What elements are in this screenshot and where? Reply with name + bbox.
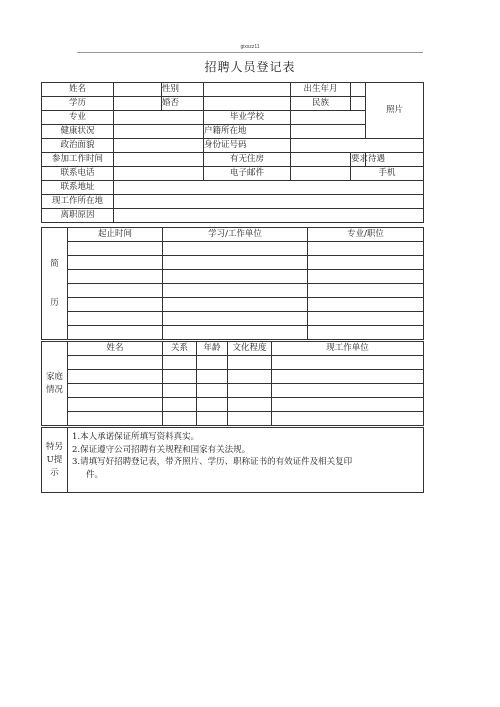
- label-education: 学历: [42, 97, 114, 111]
- field-phone[interactable]: [114, 167, 204, 181]
- field-school[interactable]: [291, 111, 366, 125]
- form-title: 招聘人员登记表: [204, 60, 296, 74]
- family-row: [42, 398, 424, 412]
- label-health: 健康状况: [42, 125, 114, 139]
- label-major: 专业: [42, 111, 114, 125]
- resume-label-top: 简: [50, 258, 59, 269]
- resume-label-bottom: 历: [50, 297, 59, 308]
- notes-table: [41, 427, 424, 493]
- field-id-number[interactable]: [291, 139, 424, 153]
- resume-row: [42, 298, 424, 312]
- label-school: 毕业学校: [204, 111, 291, 125]
- resume-col-unit: 学习/工作单位: [163, 228, 308, 242]
- field-ethnicity[interactable]: [351, 97, 366, 111]
- label-hukou: 户籍所在地: [204, 125, 291, 139]
- note-item: 件。: [86, 469, 104, 480]
- field-health[interactable]: [114, 125, 204, 139]
- field-work-location[interactable]: [114, 195, 424, 209]
- resume-col-period: 起止时间: [68, 228, 163, 242]
- label-work-start: 参加工作时间: [42, 153, 114, 167]
- family-col-age: 年龄: [197, 342, 228, 356]
- label-gender: 性别: [162, 83, 204, 97]
- field-hukou[interactable]: [291, 125, 366, 139]
- field-education[interactable]: [114, 97, 162, 111]
- resume-row: [42, 270, 424, 284]
- notes-content: [68, 428, 424, 493]
- family-col-name: 姓名: [68, 342, 163, 356]
- field-birth[interactable]: [351, 83, 366, 97]
- note-item: 3.请填写好招聘登记表，带齐照片、学历、职称证书的有效证件及相关复印: [72, 457, 353, 467]
- resume-row: [42, 256, 424, 270]
- field-marital[interactable]: [204, 97, 291, 111]
- label-name: 姓名: [42, 83, 114, 97]
- label-marital: 婚否: [162, 97, 204, 111]
- family-row: [42, 412, 424, 426]
- note-item: 2.保证遵守公司招聘有关规程和国家有关法规。: [72, 444, 251, 455]
- label-political: 政治面貌: [42, 139, 114, 153]
- resume-row: [42, 242, 424, 256]
- resume-row: [42, 326, 424, 340]
- resume-col-position: 专业/职位: [308, 228, 424, 242]
- family-section-label: 家庭情况: [42, 342, 68, 426]
- label-email: 电子邮件: [204, 167, 291, 181]
- field-work-start[interactable]: [114, 153, 204, 167]
- family-row: [42, 356, 424, 370]
- field-leave-reason[interactable]: [114, 209, 424, 223]
- family-table: [41, 341, 424, 426]
- notes-section-label: 特另U提示: [42, 428, 68, 493]
- label-address: 联系地址: [42, 181, 114, 195]
- label-birth: 出生年月: [291, 83, 351, 97]
- field-email[interactable]: [291, 167, 351, 181]
- label-ethnicity: 民族: [291, 97, 351, 111]
- label-leave-reason: 离职原因: [42, 209, 114, 223]
- note-item: 1.本人承诺保证所填写资料真实。: [72, 432, 200, 442]
- label-mobile: 手机: [351, 167, 424, 181]
- family-col-education: 文化程度: [228, 342, 272, 356]
- field-address[interactable]: [114, 181, 424, 195]
- family-col-workplace: 现工作单位: [272, 342, 424, 356]
- photo-box[interactable]: 照片: [366, 83, 424, 139]
- document-code: gixszz11: [240, 44, 260, 50]
- field-name[interactable]: [114, 83, 162, 97]
- field-gender[interactable]: [204, 83, 291, 97]
- field-major[interactable]: [114, 111, 204, 125]
- label-housing: 有无住房: [204, 153, 291, 167]
- family-col-relation: 关系: [163, 342, 197, 356]
- resume-row: [42, 312, 424, 326]
- resume-row: [42, 284, 424, 298]
- label-work-location: 现工作所在地: [42, 195, 114, 209]
- label-id-number: 身份证号码: [204, 139, 291, 153]
- label-phone: 联系电话: [42, 167, 114, 181]
- field-political[interactable]: [114, 139, 204, 153]
- family-row: [42, 370, 424, 384]
- header-rule: [77, 52, 423, 53]
- label-salary-req: 要求待遇: [351, 153, 366, 167]
- personal-info-table: [41, 82, 424, 223]
- field-housing[interactable]: [291, 153, 351, 167]
- family-row: [42, 384, 424, 398]
- resume-table: [41, 227, 424, 340]
- resume-section-label: [42, 228, 68, 340]
